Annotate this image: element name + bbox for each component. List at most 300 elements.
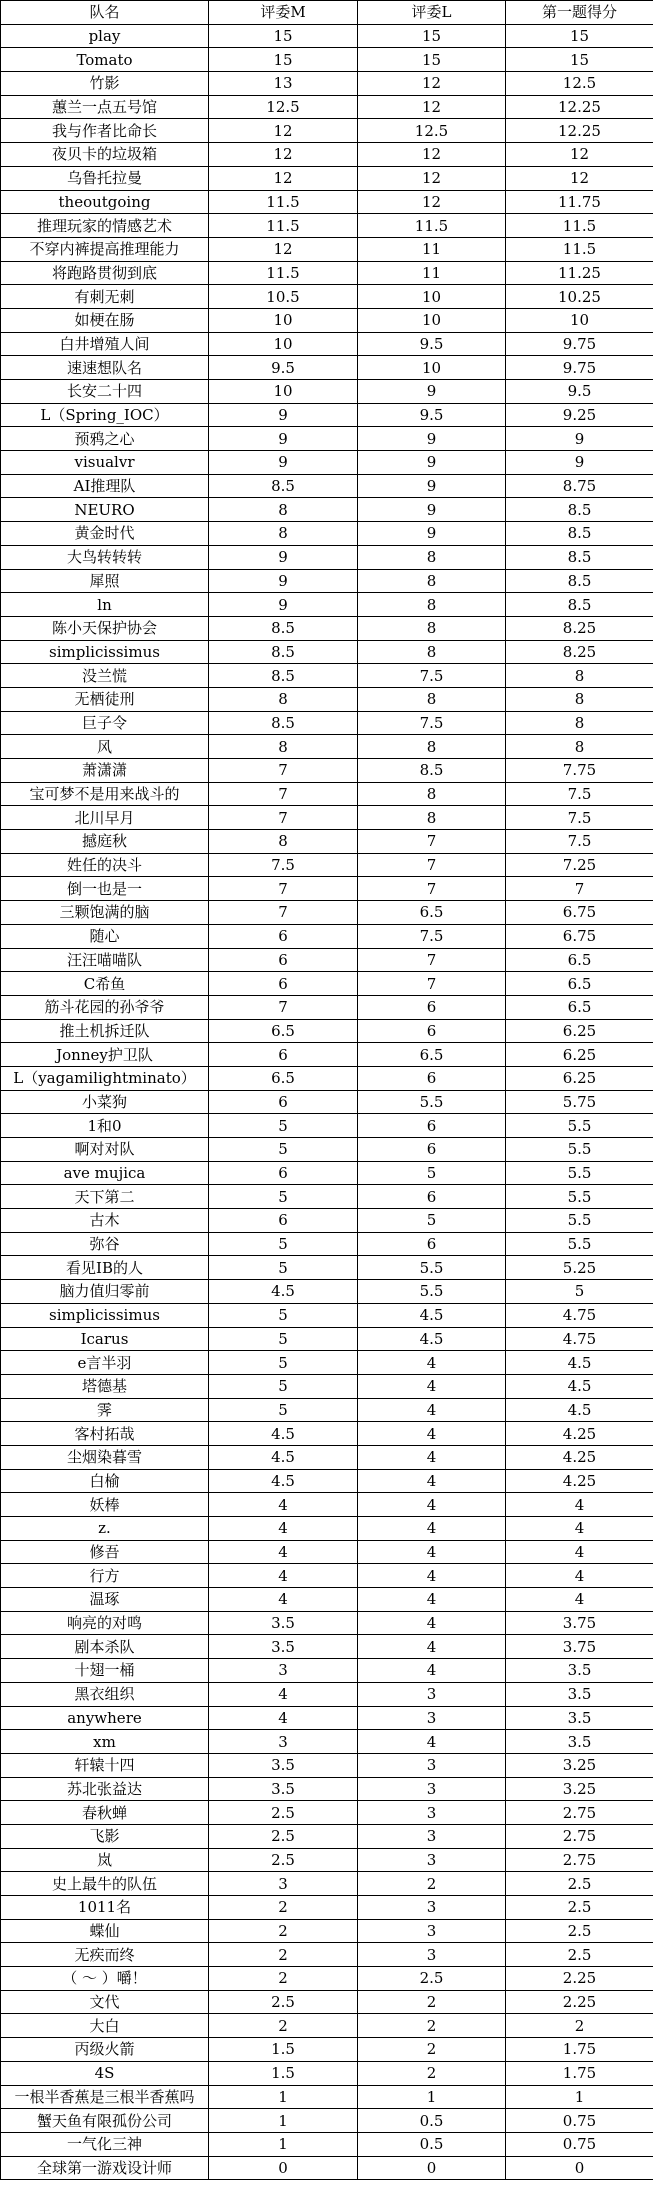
judge-l-cell: 12.5 [358,119,506,143]
judge-m-cell: 6.5 [209,1066,358,1090]
table-row [1,1564,653,1588]
judge-l-cell: 4 [358,1374,506,1398]
table-row [1,1730,653,1754]
judge-l-cell: 3 [358,1848,506,1872]
judge-l-cell: 0 [358,2156,506,2180]
team-name-cell: 温琢 [1,1588,209,1612]
judge-l-cell: 9 [358,427,506,451]
judge-m-cell: 12 [209,237,358,261]
judge-m-cell: 2 [209,1943,358,1967]
judge-l-cell: 1 [358,2085,506,2109]
judge-l-cell: 7 [358,853,506,877]
judge-m-cell: 2 [209,1967,358,1991]
judge-l-cell: 4 [358,1730,506,1754]
judge-l-cell: 9 [358,498,506,522]
table-row [1,664,653,688]
table-row [1,1896,653,1920]
table-row [1,1280,653,1304]
judge-l-cell: 3 [358,1896,506,1920]
team-name-cell: 霁 [1,1398,209,1422]
table-row [1,214,653,238]
judge-l-cell: 7.5 [358,924,506,948]
judge-m-cell: 13 [209,72,358,96]
team-name-cell: 倒一也是一 [1,877,209,901]
table-row [1,1753,653,1777]
team-name-cell: simplicissimus [1,640,209,664]
q1-score-cell: 4 [506,1564,653,1588]
judge-l-cell: 2 [358,1990,506,2014]
q1-score-cell: 7.5 [506,782,653,806]
judge-m-cell: 10 [209,332,358,356]
team-name-cell: L（yagamilightminato） [1,1066,209,1090]
q1-score-cell: 1.75 [506,2038,653,2062]
table-row [1,190,653,214]
team-name-cell: 预鸦之心 [1,427,209,451]
judge-m-cell: 4.5 [209,1469,358,1493]
judge-l-cell: 4 [358,1351,506,1375]
team-name-cell: z. [1,1517,209,1541]
q1-score-cell: 7.25 [506,853,653,877]
team-name-cell: 岚 [1,1848,209,1872]
table-row [1,1540,653,1564]
team-name-cell: 筋斗花园的孙爷爷 [1,995,209,1019]
judge-m-cell: 8 [209,830,358,854]
team-name-cell: 蕙兰一点五号馆 [1,95,209,119]
team-name-cell: 无疾而终 [1,1943,209,1967]
table-row [1,1422,653,1446]
judge-m-cell: 8 [209,687,358,711]
table-row [1,380,653,404]
team-name-cell: 推土机拆迁队 [1,1019,209,1043]
judge-l-cell: 3 [358,1801,506,1825]
q1-score-cell: 3.5 [506,1682,653,1706]
q1-score-cell: 7.5 [506,830,653,854]
judge-m-cell: 9.5 [209,356,358,380]
table-body [1,24,653,2180]
team-name-cell: 黄金时代 [1,522,209,546]
table-row [1,948,653,972]
judge-l-cell: 4 [358,1564,506,1588]
table-row [1,2132,653,2156]
team-name-cell: 十翅一桶 [1,1659,209,1683]
team-name-cell: 一根半香蕉是三根半香蕉吗 [1,2085,209,2109]
team-name-cell: 随心 [1,924,209,948]
table-row [1,901,653,925]
team-name-cell: 全球第一游戏设计师 [1,2156,209,2180]
judge-l-cell: 8 [358,687,506,711]
judge-l-cell: 4 [358,1635,506,1659]
judge-m-cell: 4.5 [209,1280,358,1304]
team-name-cell: 巨子令 [1,711,209,735]
q1-score-cell: 4.75 [506,1327,653,1351]
team-name-cell: 撼庭秋 [1,830,209,854]
team-name-cell: （ ～ ）嚼！ [1,1967,209,1991]
q1-score-cell: 4 [506,1588,653,1612]
table-row [1,1185,653,1209]
team-name-cell: Jonney护卫队 [1,1043,209,1067]
judge-l-cell: 8 [358,735,506,759]
judge-m-cell: 8 [209,522,358,546]
q1-score-cell: 8 [506,735,653,759]
table-row [1,403,653,427]
table-row [1,830,653,854]
q1-score-cell: 2.25 [506,1967,653,1991]
q1-score-cell: 0.75 [506,2132,653,2156]
table-row [1,308,653,332]
q1-score-cell: 8 [506,711,653,735]
judge-l-cell: 3 [358,1682,506,1706]
judge-m-cell: 0 [209,2156,358,2180]
header-q1-score: 第一题得分 [506,1,653,25]
q1-score-cell: 10 [506,308,653,332]
judge-m-cell: 3.5 [209,1635,358,1659]
table-row [1,1351,653,1375]
judge-m-cell: 3 [209,1872,358,1896]
judge-l-cell: 0.5 [358,2109,506,2133]
judge-m-cell: 1.5 [209,2061,358,2085]
table-row [1,1872,653,1896]
judge-m-cell: 9 [209,593,358,617]
table-row [1,1659,653,1683]
header-judge-m: 评委M [209,1,358,25]
table-row [1,356,653,380]
team-name-cell: simplicissimus [1,1303,209,1327]
table-row [1,2061,653,2085]
judge-l-cell: 12 [358,190,506,214]
table-row [1,1114,653,1138]
team-name-cell: 轩辕十四 [1,1753,209,1777]
table-row [1,569,653,593]
judge-m-cell: 2 [209,2014,358,2038]
judge-m-cell: 8.5 [209,616,358,640]
judge-l-cell: 4 [358,1445,506,1469]
judge-l-cell: 7.5 [358,711,506,735]
q1-score-cell: 5.5 [506,1232,653,1256]
judge-m-cell: 2.5 [209,1801,358,1825]
team-name-cell: e言半羽 [1,1351,209,1375]
judge-l-cell: 10 [358,356,506,380]
judge-m-cell: 10 [209,308,358,332]
team-name-cell: 古木 [1,1209,209,1233]
table-row [1,451,653,475]
q1-score-cell: 9 [506,451,653,475]
judge-m-cell: 11.5 [209,261,358,285]
judge-l-cell: 3 [358,1919,506,1943]
judge-m-cell: 8.5 [209,474,358,498]
judge-l-cell: 6 [358,1066,506,1090]
q1-score-cell: 7.75 [506,759,653,783]
table-row [1,593,653,617]
table-row [1,1517,653,1541]
q1-score-cell: 4 [506,1517,653,1541]
judge-l-cell: 15 [358,24,506,48]
table-row [1,1919,653,1943]
judge-m-cell: 2 [209,1896,358,1920]
q1-score-cell: 9.75 [506,356,653,380]
q1-score-cell: 4.25 [506,1445,653,1469]
table-row [1,1043,653,1067]
table-row [1,877,653,901]
team-name-cell: visualvr [1,451,209,475]
team-name-cell: Icarus [1,1327,209,1351]
judge-m-cell: 4 [209,1682,358,1706]
judge-m-cell: 2.5 [209,1824,358,1848]
judge-l-cell: 6 [358,1232,506,1256]
team-name-cell: 没兰慌 [1,664,209,688]
judge-m-cell: 5 [209,1256,358,1280]
judge-m-cell: 7 [209,806,358,830]
judge-l-cell: 6 [358,995,506,1019]
q1-score-cell: 12 [506,166,653,190]
team-name-cell: 丙级火箭 [1,2038,209,2062]
judge-l-cell: 15 [358,48,506,72]
judge-l-cell: 6.5 [358,1043,506,1067]
judge-m-cell: 4 [209,1588,358,1612]
judge-m-cell: 4 [209,1493,358,1517]
judge-l-cell: 2 [358,2061,506,2085]
judge-m-cell: 9 [209,403,358,427]
team-name-cell: 小菜狗 [1,1090,209,1114]
table-row [1,1706,653,1730]
team-name-cell: 1011名 [1,1896,209,1920]
team-name-cell: 不穿内裤提高推理能力 [1,237,209,261]
team-name-cell: 蝶仙 [1,1919,209,1943]
table-row [1,1824,653,1848]
table-row [1,1635,653,1659]
judge-m-cell: 15 [209,24,358,48]
judge-m-cell: 8.5 [209,711,358,735]
judge-m-cell: 5 [209,1351,358,1375]
team-name-cell: 陈小天保护协会 [1,616,209,640]
q1-score-cell: 4.5 [506,1374,653,1398]
team-name-cell: 天下第二 [1,1185,209,1209]
table-row [1,1493,653,1517]
judge-l-cell: 7 [358,877,506,901]
team-name-cell: 行方 [1,1564,209,1588]
team-name-cell: 宝可梦不是用来战斗的 [1,782,209,806]
table-row [1,2014,653,2038]
judge-m-cell: 3.5 [209,1753,358,1777]
team-name-cell: 推理玩家的情感艺术 [1,214,209,238]
judge-m-cell: 11.5 [209,214,358,238]
table-row [1,474,653,498]
q1-score-cell: 7 [506,877,653,901]
table-row [1,1256,653,1280]
judge-m-cell: 8.5 [209,664,358,688]
q1-score-cell: 0.75 [506,2109,653,2133]
table-row [1,1303,653,1327]
q1-score-cell: 2.75 [506,1848,653,1872]
judge-l-cell: 2 [358,2038,506,2062]
team-name-cell: L（Spring_IOC） [1,403,209,427]
table-row [1,2038,653,2062]
judge-l-cell: 4 [358,1611,506,1635]
q1-score-cell: 5.25 [506,1256,653,1280]
table-row [1,995,653,1019]
table-row [1,1232,653,1256]
q1-score-cell: 6.5 [506,948,653,972]
q1-score-cell: 2.75 [506,1801,653,1825]
table-row [1,759,653,783]
table-row [1,1138,653,1162]
judge-m-cell: 5 [209,1327,358,1351]
team-name-cell: 大鸟转转转 [1,545,209,569]
judge-m-cell: 6 [209,948,358,972]
judge-l-cell: 5.5 [358,1090,506,1114]
table-row [1,1967,653,1991]
judge-m-cell: 11.5 [209,190,358,214]
judge-l-cell: 5 [358,1209,506,1233]
q1-score-cell: 3.75 [506,1635,653,1659]
judge-m-cell: 2.5 [209,1990,358,2014]
judge-l-cell: 12 [358,143,506,167]
q1-score-cell: 8.5 [506,522,653,546]
judge-l-cell: 4 [358,1422,506,1446]
table-row [1,237,653,261]
judge-m-cell: 1 [209,2109,358,2133]
q1-score-cell: 8.5 [506,545,653,569]
q1-score-cell: 2.5 [506,1943,653,1967]
team-name-cell: AI推理队 [1,474,209,498]
judge-m-cell: 4 [209,1540,358,1564]
q1-score-cell: 1 [506,2085,653,2109]
team-name-cell: 响亮的对鸣 [1,1611,209,1635]
q1-score-cell: 4.5 [506,1398,653,1422]
judge-l-cell: 7 [358,830,506,854]
judge-m-cell: 5 [209,1232,358,1256]
table-row [1,1990,653,2014]
team-name-cell: 我与作者比命长 [1,119,209,143]
judge-l-cell: 4 [358,1493,506,1517]
team-name-cell: 啊对对队 [1,1138,209,1162]
table-row [1,119,653,143]
q1-score-cell: 2.25 [506,1990,653,2014]
judge-l-cell: 8 [358,806,506,830]
team-name-cell: 将跑路贯彻到底 [1,261,209,285]
team-name-cell: theoutgoing [1,190,209,214]
table-row [1,545,653,569]
team-name-cell: 白榆 [1,1469,209,1493]
judge-m-cell: 5 [209,1374,358,1398]
judge-l-cell: 12 [358,95,506,119]
judge-m-cell: 2 [209,1919,358,1943]
team-name-cell: 4S [1,2061,209,2085]
table-row [1,522,653,546]
table-row [1,1090,653,1114]
judge-l-cell: 8.5 [358,759,506,783]
table-row [1,1374,653,1398]
q1-score-cell: 8.5 [506,593,653,617]
q1-score-cell: 5 [506,1280,653,1304]
table-row [1,1066,653,1090]
q1-score-cell: 12.25 [506,95,653,119]
table-row [1,2156,653,2180]
table-row [1,806,653,830]
team-name-cell: xm [1,1730,209,1754]
judge-l-cell: 9 [358,451,506,475]
judge-l-cell: 4 [358,1588,506,1612]
team-name-cell: 脑力值归零前 [1,1280,209,1304]
q1-score-cell: 10.25 [506,285,653,309]
team-name-cell: 一气化三神 [1,2132,209,2156]
judge-l-cell: 6.5 [358,901,506,925]
team-name-cell: 风 [1,735,209,759]
judge-m-cell: 6 [209,1161,358,1185]
judge-l-cell: 4 [358,1469,506,1493]
judge-m-cell: 7 [209,782,358,806]
team-name-cell: ave mujica [1,1161,209,1185]
team-name-cell: 史上最牛的队伍 [1,1872,209,1896]
judge-l-cell: 3 [358,1777,506,1801]
judge-l-cell: 3 [358,1706,506,1730]
header-row [1,1,653,25]
team-name-cell: 长安二十四 [1,380,209,404]
judge-l-cell: 6 [358,1185,506,1209]
team-name-cell: 速速想队名 [1,356,209,380]
q1-score-cell: 6.75 [506,901,653,925]
judge-m-cell: 5 [209,1398,358,1422]
team-name-cell: 黑衣组织 [1,1682,209,1706]
judge-l-cell: 12 [358,166,506,190]
team-name-cell: 1和0 [1,1114,209,1138]
q1-score-cell: 2.5 [506,1872,653,1896]
judge-m-cell: 4.5 [209,1422,358,1446]
q1-score-cell: 3.25 [506,1777,653,1801]
judge-l-cell: 7.5 [358,664,506,688]
judge-l-cell: 9.5 [358,403,506,427]
q1-score-cell: 8 [506,687,653,711]
judge-l-cell: 8 [358,640,506,664]
judge-m-cell: 3.5 [209,1611,358,1635]
table-row [1,640,653,664]
table-row [1,735,653,759]
judge-l-cell: 6 [358,1019,506,1043]
table-row [1,782,653,806]
judge-l-cell: 11.5 [358,214,506,238]
judge-m-cell: 9 [209,451,358,475]
q1-score-cell: 11.75 [506,190,653,214]
judge-m-cell: 7 [209,877,358,901]
q1-score-cell: 6.25 [506,1019,653,1043]
q1-score-cell: 4.5 [506,1351,653,1375]
judge-m-cell: 10 [209,380,358,404]
team-name-cell: 飞影 [1,1824,209,1848]
q1-score-cell: 6.75 [506,924,653,948]
judge-l-cell: 4 [358,1517,506,1541]
judge-l-cell: 2.5 [358,1967,506,1991]
team-name-cell: 蟹天鱼有限孤份公司 [1,2109,209,2133]
judge-l-cell: 3 [358,1824,506,1848]
q1-score-cell: 11.5 [506,214,653,238]
table-row [1,1469,653,1493]
team-name-cell: 修吾 [1,1540,209,1564]
judge-l-cell: 8 [358,616,506,640]
judge-m-cell: 10.5 [209,285,358,309]
team-name-cell: 乌鲁托拉曼 [1,166,209,190]
q1-score-cell: 3.5 [506,1706,653,1730]
team-name-cell: 弥谷 [1,1232,209,1256]
team-name-cell: 妖棒 [1,1493,209,1517]
q1-score-cell: 11.5 [506,237,653,261]
table-row [1,972,653,996]
team-name-cell: Tomato [1,48,209,72]
judge-m-cell: 1 [209,2085,358,2109]
table-row [1,261,653,285]
judge-l-cell: 8 [358,593,506,617]
judge-m-cell: 7 [209,995,358,1019]
judge-m-cell: 7 [209,901,358,925]
q1-score-cell: 4.75 [506,1303,653,1327]
